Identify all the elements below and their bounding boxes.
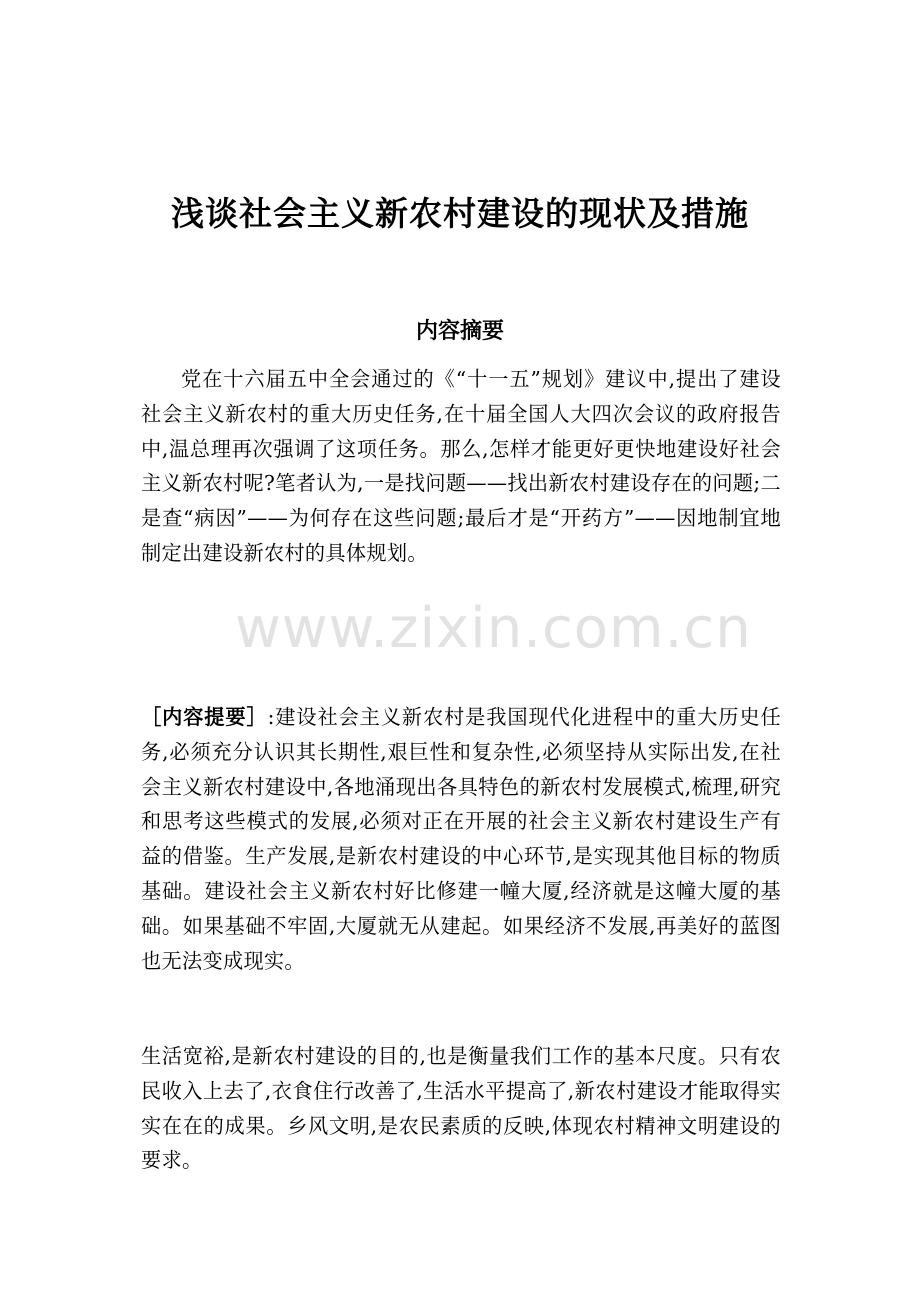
abstract-paragraph: 党在十六届五中全会通过的《“十一五”规划》建议中,提出了建设社会主义新农村的重大历史任务,在十届全国人大四次会议的政府报告中,温总理再次强调了这项任务。那么,怎样才能更好更快地建设好社会主义新农村呢?笔者认为,一是找问题——找出新农村建设存在的问题;二是查“病因”——为何存在这些问题;最后才是“开药方”——因地制宜地制定出建设新农村的具体规划。 bbox=[141, 367, 781, 565]
summary-text: :建设社会主义新农村是我国现代化进程中的重大历史任务,必须充分认识其长期性,艰巨性和复杂性,必须坚持从实际出发,在社会主义新农村建设中,各地涌现出各具特色的新农村发展模式,梳理,研究和思考这些模式的发展,必须对正在开展的社会主义新农村建设生产有益的借鉴。生产发展,是新农村建设的中心环节,是实现其他目标的物质基础。建设社会主义新农村好比修建一幢大厦,经济就是这幢大厦的基础。如果基础不牢固,大厦就无从建起。如果经济不发展,再美好的蓝图也无法变成现实。 bbox=[141, 705, 781, 973]
watermark: www.zixin.com.cn bbox=[235, 596, 752, 661]
document-title: 浅谈社会主义新农村建设的现状及措施 bbox=[171, 194, 749, 233]
body-paragraph: 生活宽裕,是新农村建设的目的,也是衡量我们工作的基本尺度。只有农民收入上去了,衣食住行改善了,生活水平提高了,新农村建设才能取得实实在在的成果。乡风文明,是农民素质的反映,体现农村精神文明建设的要求。 bbox=[141, 1044, 781, 1173]
summary-paragraph bbox=[141, 700, 781, 978]
section-heading: 内容摘要 bbox=[415, 319, 504, 344]
summary-label: ［内容提要］ bbox=[141, 705, 268, 729]
